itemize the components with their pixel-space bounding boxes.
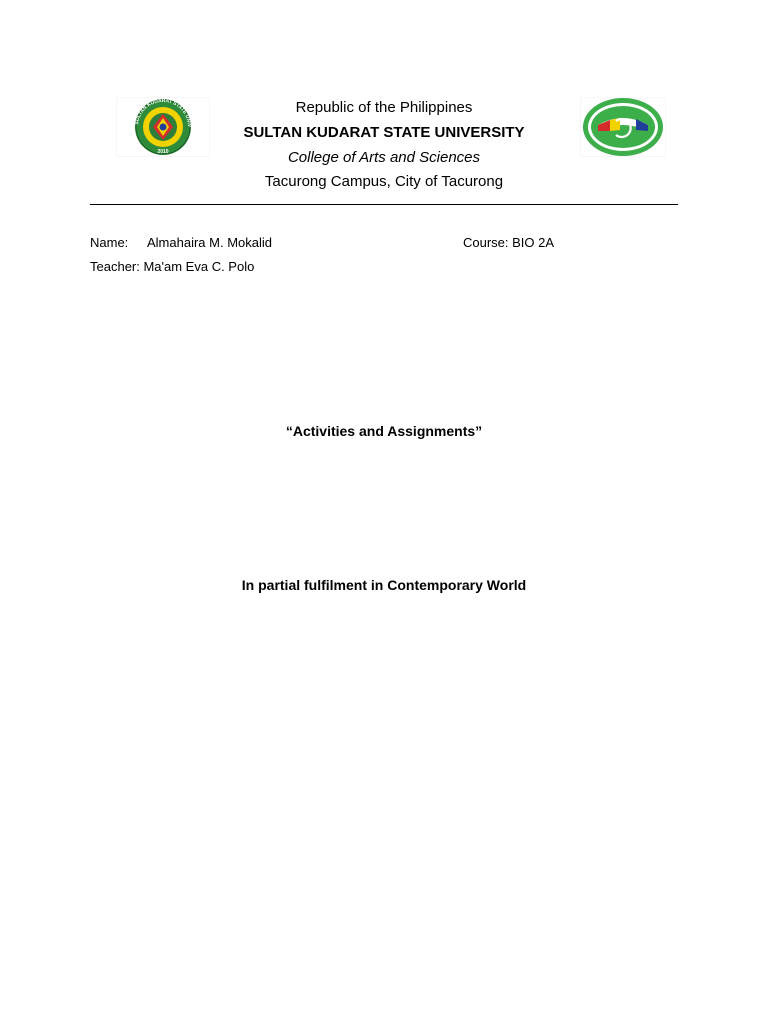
header-campus: Tacurong Campus, City of Tacurong xyxy=(264,173,504,190)
seal-year: 2010 xyxy=(157,149,169,155)
header-divider xyxy=(90,204,678,205)
teacher-info: Teacher: Ma'am Eva C. Polo xyxy=(90,259,255,274)
header-college: College of Arts and Sciences xyxy=(287,149,481,166)
header-country: Republic of the Philippines xyxy=(295,99,473,116)
document-title: “Activities and Assignments” xyxy=(285,423,483,439)
header-university: SULTAN KUDARAT STATE UNIVERSITY xyxy=(243,124,525,141)
document-subtitle: In partial fulfilment in Contemporary World xyxy=(241,577,527,593)
name-value: Almahaira M. Mokalid xyxy=(147,235,272,250)
course-info: Course: BIO 2A xyxy=(463,235,555,250)
seal-ring-text: SULTAN KUDARAT STATE UNIV xyxy=(134,97,193,128)
name-label: Name: xyxy=(90,235,129,250)
